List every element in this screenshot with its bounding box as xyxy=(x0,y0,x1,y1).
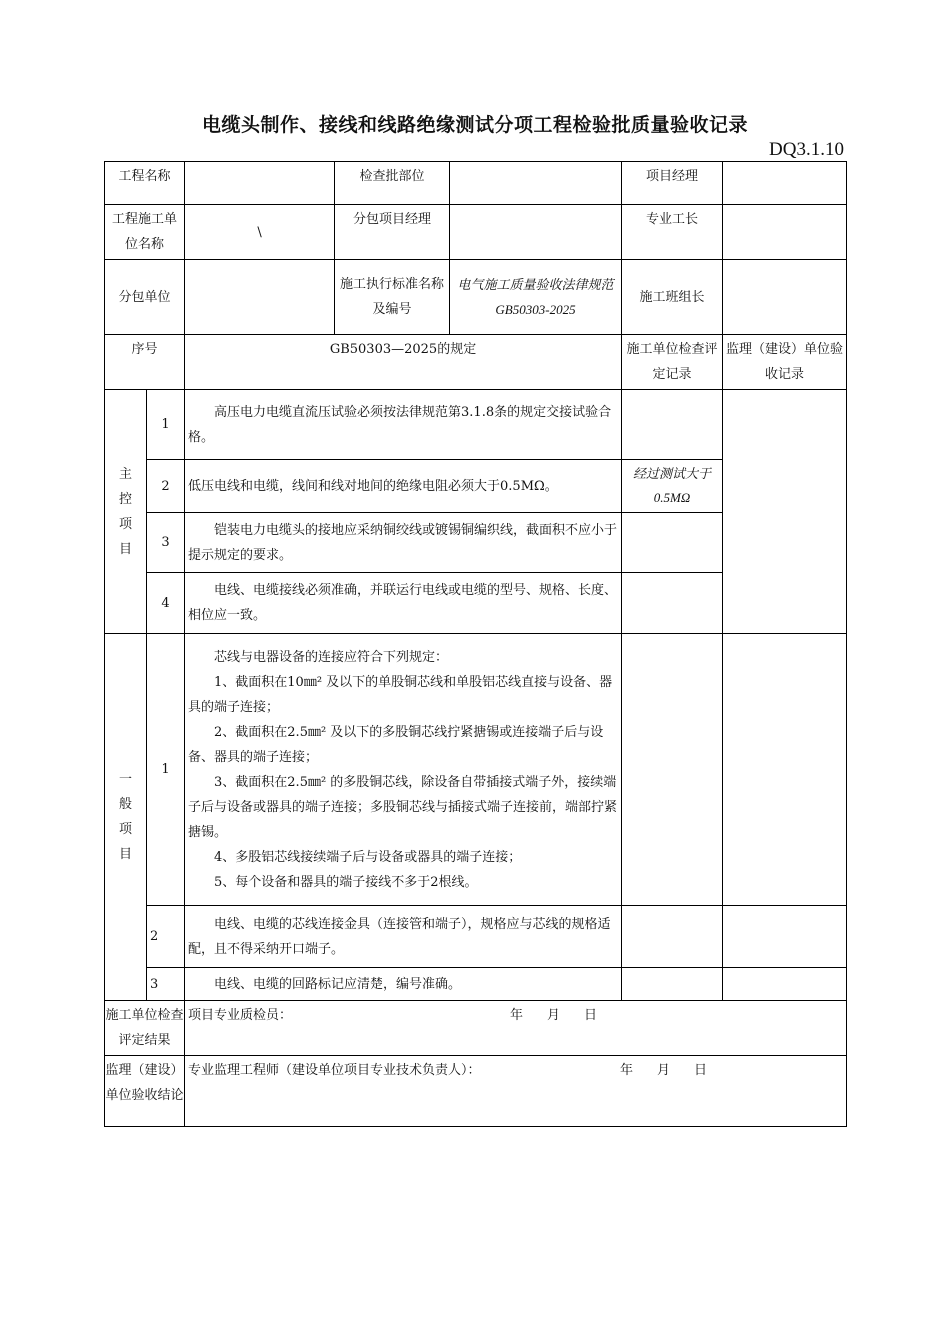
sub-manager-field[interactable] xyxy=(450,205,622,260)
project-name-label: 工程名称 xyxy=(105,162,185,205)
rule-text: 电线、电缆的芯线连接金具（连接管和端子），规格应与芯线的规格适配，且不得采纳开口端子。 xyxy=(185,906,622,968)
sign-date: 年 月 日 xyxy=(509,1008,598,1023)
rule-text: 电线、电缆接线必须准确，并联运行电线或电缆的型号、规格、长度、相位应一致。 xyxy=(185,573,622,634)
foreman-label: 专业工长 xyxy=(622,205,723,260)
project-name-field[interactable] xyxy=(185,162,335,205)
general-group-label xyxy=(105,634,147,1001)
supervising-engineer-label: 专业监理工程师（建设单位项目专业技术负责人）： xyxy=(188,1063,481,1078)
column-accept-record: 监理（建设）单位验收记录 xyxy=(723,335,847,390)
construction-unit-field[interactable]: \ xyxy=(185,205,335,260)
main-label-char: 控 xyxy=(118,491,132,507)
supervision-result-field[interactable] xyxy=(185,1056,847,1127)
inspection-part-label: 检查批部位 xyxy=(335,162,450,205)
check-record-field[interactable] xyxy=(622,634,723,906)
general-label-char: 一 xyxy=(118,772,132,787)
item-number: 2 xyxy=(147,906,185,968)
inspection-part-field[interactable] xyxy=(450,162,622,205)
item-number: 4 xyxy=(147,573,185,634)
general-label-char: 般 xyxy=(118,797,132,812)
check-record-field[interactable] xyxy=(622,906,723,968)
standard-label: 施工执行标准名称及编号 xyxy=(335,260,450,335)
item-number: 3 xyxy=(147,968,185,1001)
column-rule: GB50303—2025的规定 xyxy=(185,335,622,390)
accept-record-field[interactable] xyxy=(723,634,847,906)
team-leader-field[interactable] xyxy=(723,260,847,335)
project-manager-label: 项目经理 xyxy=(622,162,723,205)
sub-manager-label: 分包项目经理 xyxy=(335,205,450,260)
foreman-field[interactable] xyxy=(723,205,847,260)
rule-text: 高压电力电缆直流压试验必须按法律规范第3.1.8条的规定交接试验合格。 xyxy=(185,390,622,460)
check-record-field[interactable] xyxy=(622,968,723,1001)
rule-text: 低压电线和电缆，线间和线对地间的绝缘电阻必须大于0.5MΩ。 xyxy=(185,460,622,513)
accept-record-field[interactable] xyxy=(723,390,847,634)
standard-name: 电气施工质量验收法律规范 xyxy=(457,277,614,292)
main-label-char: 项 xyxy=(118,516,132,532)
quality-inspector-label: 项目专业质检员： xyxy=(188,1008,293,1023)
inspection-record-table xyxy=(104,161,847,1127)
rule-text: 电线、电缆的回路标记应清楚，编号准确。 xyxy=(185,968,622,1001)
column-seq: 序号 xyxy=(105,335,185,390)
general-label-char: 目 xyxy=(118,847,132,862)
sign-date: 年 月 日 xyxy=(619,1063,708,1078)
construction-unit-label: 工程施工单位名称 xyxy=(105,205,185,260)
main-control-group-label xyxy=(105,390,147,634)
item-number: 3 xyxy=(147,513,185,573)
check-record-field[interactable] xyxy=(622,573,723,634)
sub-unit-label: 分包单位 xyxy=(105,260,185,335)
rule-text: 芯线与电器设备的连接应符合下列规定： 1、截面积在10㎜² 及以下的单股铜芯线和单股铝芯线直接与设备、器具的端子连接； 2、截面积在2.5㎜² 及以下的多股铜芯线拧紧搪锡或连接端子后与设备、器具的端子连接； 3、截面积在2.5㎜² 的多股铜芯线，除设备自带插接式端子外，接续端子后与设备或器具的端子连接；多股铜芯线与插接式端子连接前，端部拧紧搪锡。 4、多股铝芯线接续端子后与设备或器具的端子连接； 5、每个设备和器具的端子接线不多于2根线。 xyxy=(185,634,622,906)
project-manager-field[interactable] xyxy=(723,162,847,205)
check-record-field[interactable] xyxy=(622,390,723,460)
construction-result-field[interactable] xyxy=(185,1001,847,1056)
check-record-field[interactable] xyxy=(622,513,723,573)
accept-record-field[interactable] xyxy=(723,906,847,968)
item-number: 1 xyxy=(147,634,185,906)
accept-record-field[interactable] xyxy=(723,968,847,1001)
main-label-char: 主 xyxy=(118,466,132,482)
sub-unit-field[interactable] xyxy=(185,260,335,335)
form-code: DQ3.1.10 xyxy=(769,139,844,160)
main-label-char: 目 xyxy=(118,541,132,557)
team-leader-label: 施工班组长 xyxy=(622,260,723,335)
general-label-char: 项 xyxy=(118,822,132,837)
column-check-record: 施工单位检查评定记录 xyxy=(622,335,723,390)
supervision-result-label: 监理（建设）单位验收结论 xyxy=(105,1056,185,1127)
form-title: 电缆头制作、接线和线路绝缘测试分项工程检验批质量验收记录 xyxy=(201,114,748,136)
rule-text: 铠装电力电缆头的接地应采纳铜绞线或镀锡铜编织线，截面积不应小于提示规定的要求。 xyxy=(185,513,622,573)
check-record-field[interactable]: 经过测试大于0.5MΩ xyxy=(622,460,723,513)
construction-result-label: 施工单位检查评定结果 xyxy=(105,1001,185,1056)
item-number: 2 xyxy=(147,460,185,513)
standard-field[interactable] xyxy=(450,260,622,335)
item-number: 1 xyxy=(147,390,185,460)
standard-code: GB50303-2025 xyxy=(495,302,576,317)
